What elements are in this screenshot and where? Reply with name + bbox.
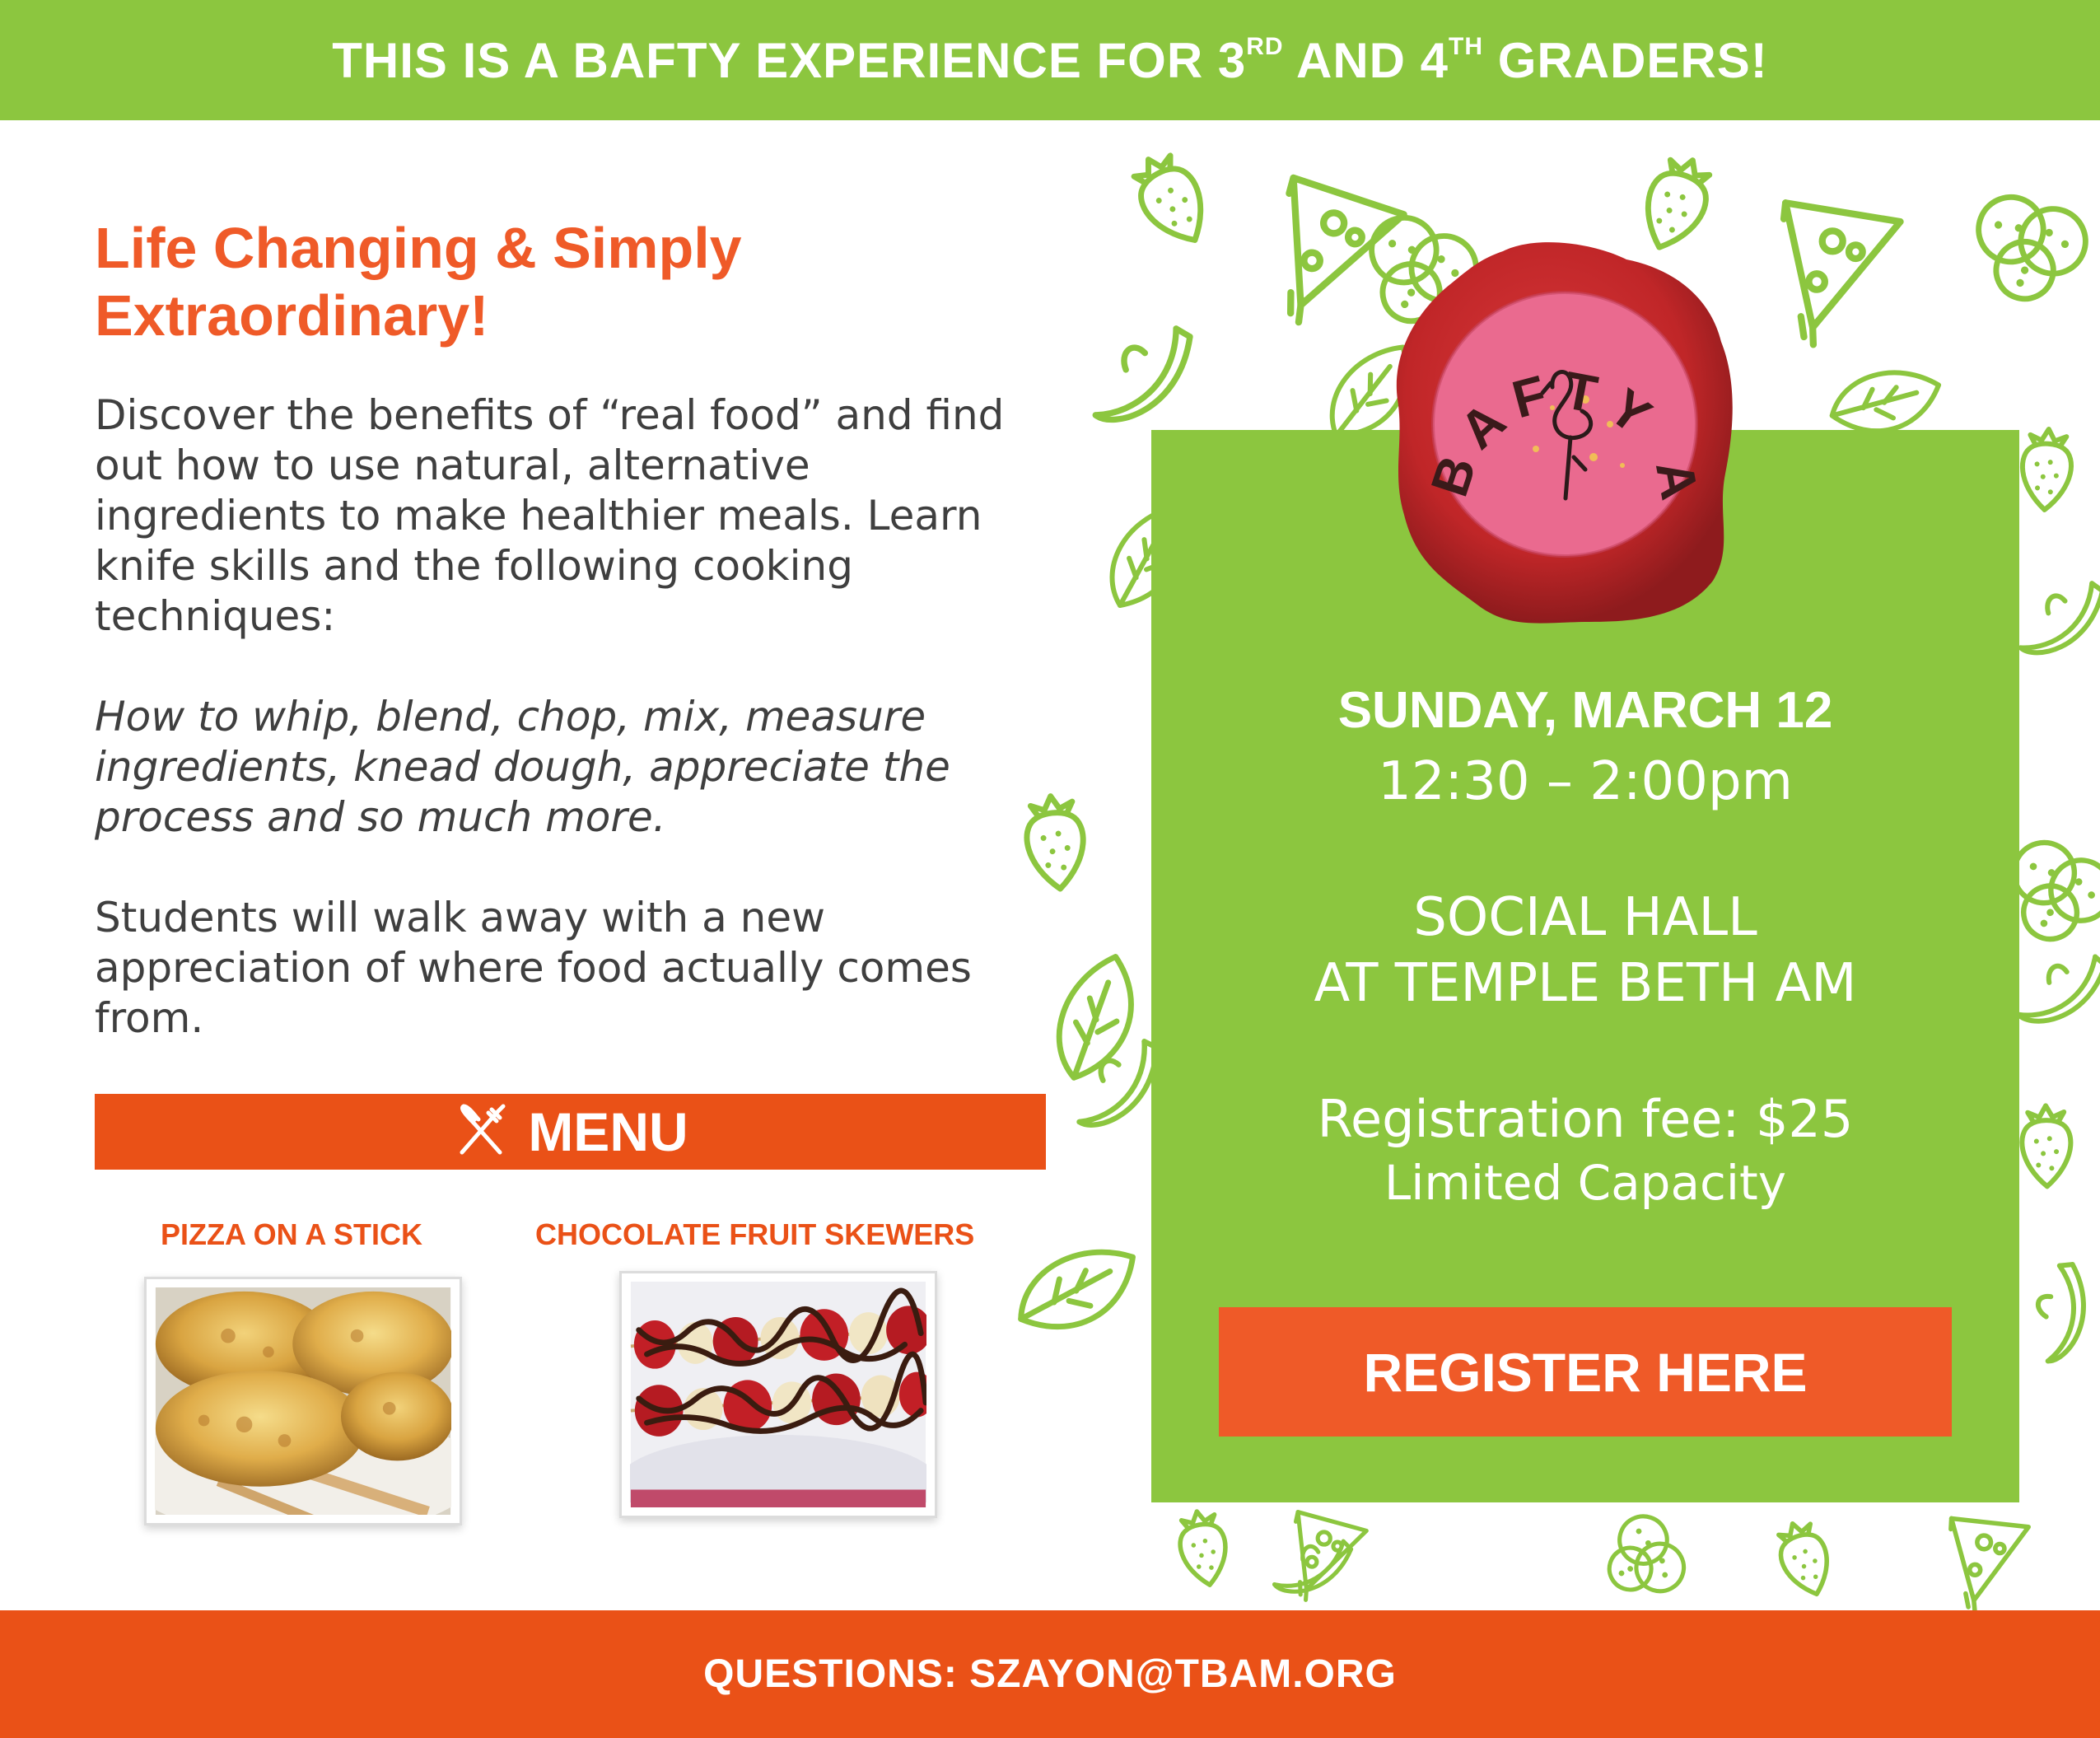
intro-paragraph-2: How to whip, blend, chop, mix, measure ingredients, knead dough, appreciate the process and so much more. [95,693,950,841]
headline [95,214,1050,349]
pizza-doodle-icon [1939,1503,2046,1610]
questions-contact[interactable]: QUESTIONS: SZAYON@TBAM.ORG [703,1652,1397,1696]
leaf-doodle-icon [1001,1223,1149,1371]
skewers-image [630,1282,926,1507]
event-date: SUNDAY, MARCH 12 [1337,682,1833,739]
menu-item-label-pizza: PIZZA ON A STICK [161,1217,422,1251]
strawberry-doodle-icon [2007,418,2100,530]
banner-text: THIS IS A BAFTY EXPERIENCE FOR 3RD AND 4TH GRADERS! [332,32,1768,88]
menu-title: MENU [528,1101,688,1162]
top-banner [0,0,2100,120]
footer-bar [0,1610,2100,1738]
strawberry-doodle-icon [1106,110,1275,278]
pizza-doodle-icon [1768,187,1921,340]
pizza-on-a-stick-photo [144,1277,462,1525]
menu-item-label-skewers: CHOCOLATE FRUIT SKEWERS [535,1217,975,1251]
cookie-doodle-icon [1956,161,2100,325]
intro-section [95,214,1050,1094]
register-button[interactable]: REGISTER HERE [1219,1307,1952,1437]
headline-line-2: Extraordinary! [95,283,489,348]
event-venue-line-1: SOCIAL HALL [1413,887,1757,948]
strawberry-doodle-icon [2009,1095,2100,1203]
event-venue-line-2: AT TEMPLE BETH AM [1314,953,1857,1014]
headline-line-1: Life Changing & Simply [95,216,742,280]
menu-header [95,1094,1046,1170]
pizza-doodle-icon [1281,1504,1378,1600]
intro-body [95,390,1050,1044]
fork-knife-icon [452,1101,510,1163]
strawberry-doodle-icon [1757,1494,1883,1620]
intro-paragraph-1: Discover the benefits of “real food” and find out how to use natural, alternative ingredients to make healthier meals. Learn knife skills and the following cooking techniques: [95,391,1005,640]
seal-text: BAFTY A [1419,360,1712,516]
pizza-image [155,1287,451,1515]
event-time: 12:30 – 2:00pm [1378,751,1793,812]
chocolate-fruit-skewers-photo [619,1271,937,1518]
capacity-note: Limited Capacity [1384,1155,1787,1211]
bafty-approved-seal [1388,235,1742,630]
intro-paragraph-3: Students will walk away with a new appreciation of where food actually comes from. [95,894,972,1042]
cookie-doodle-icon [1594,1504,1709,1619]
registration-fee: Registration fee: $25 [1317,1089,1854,1149]
